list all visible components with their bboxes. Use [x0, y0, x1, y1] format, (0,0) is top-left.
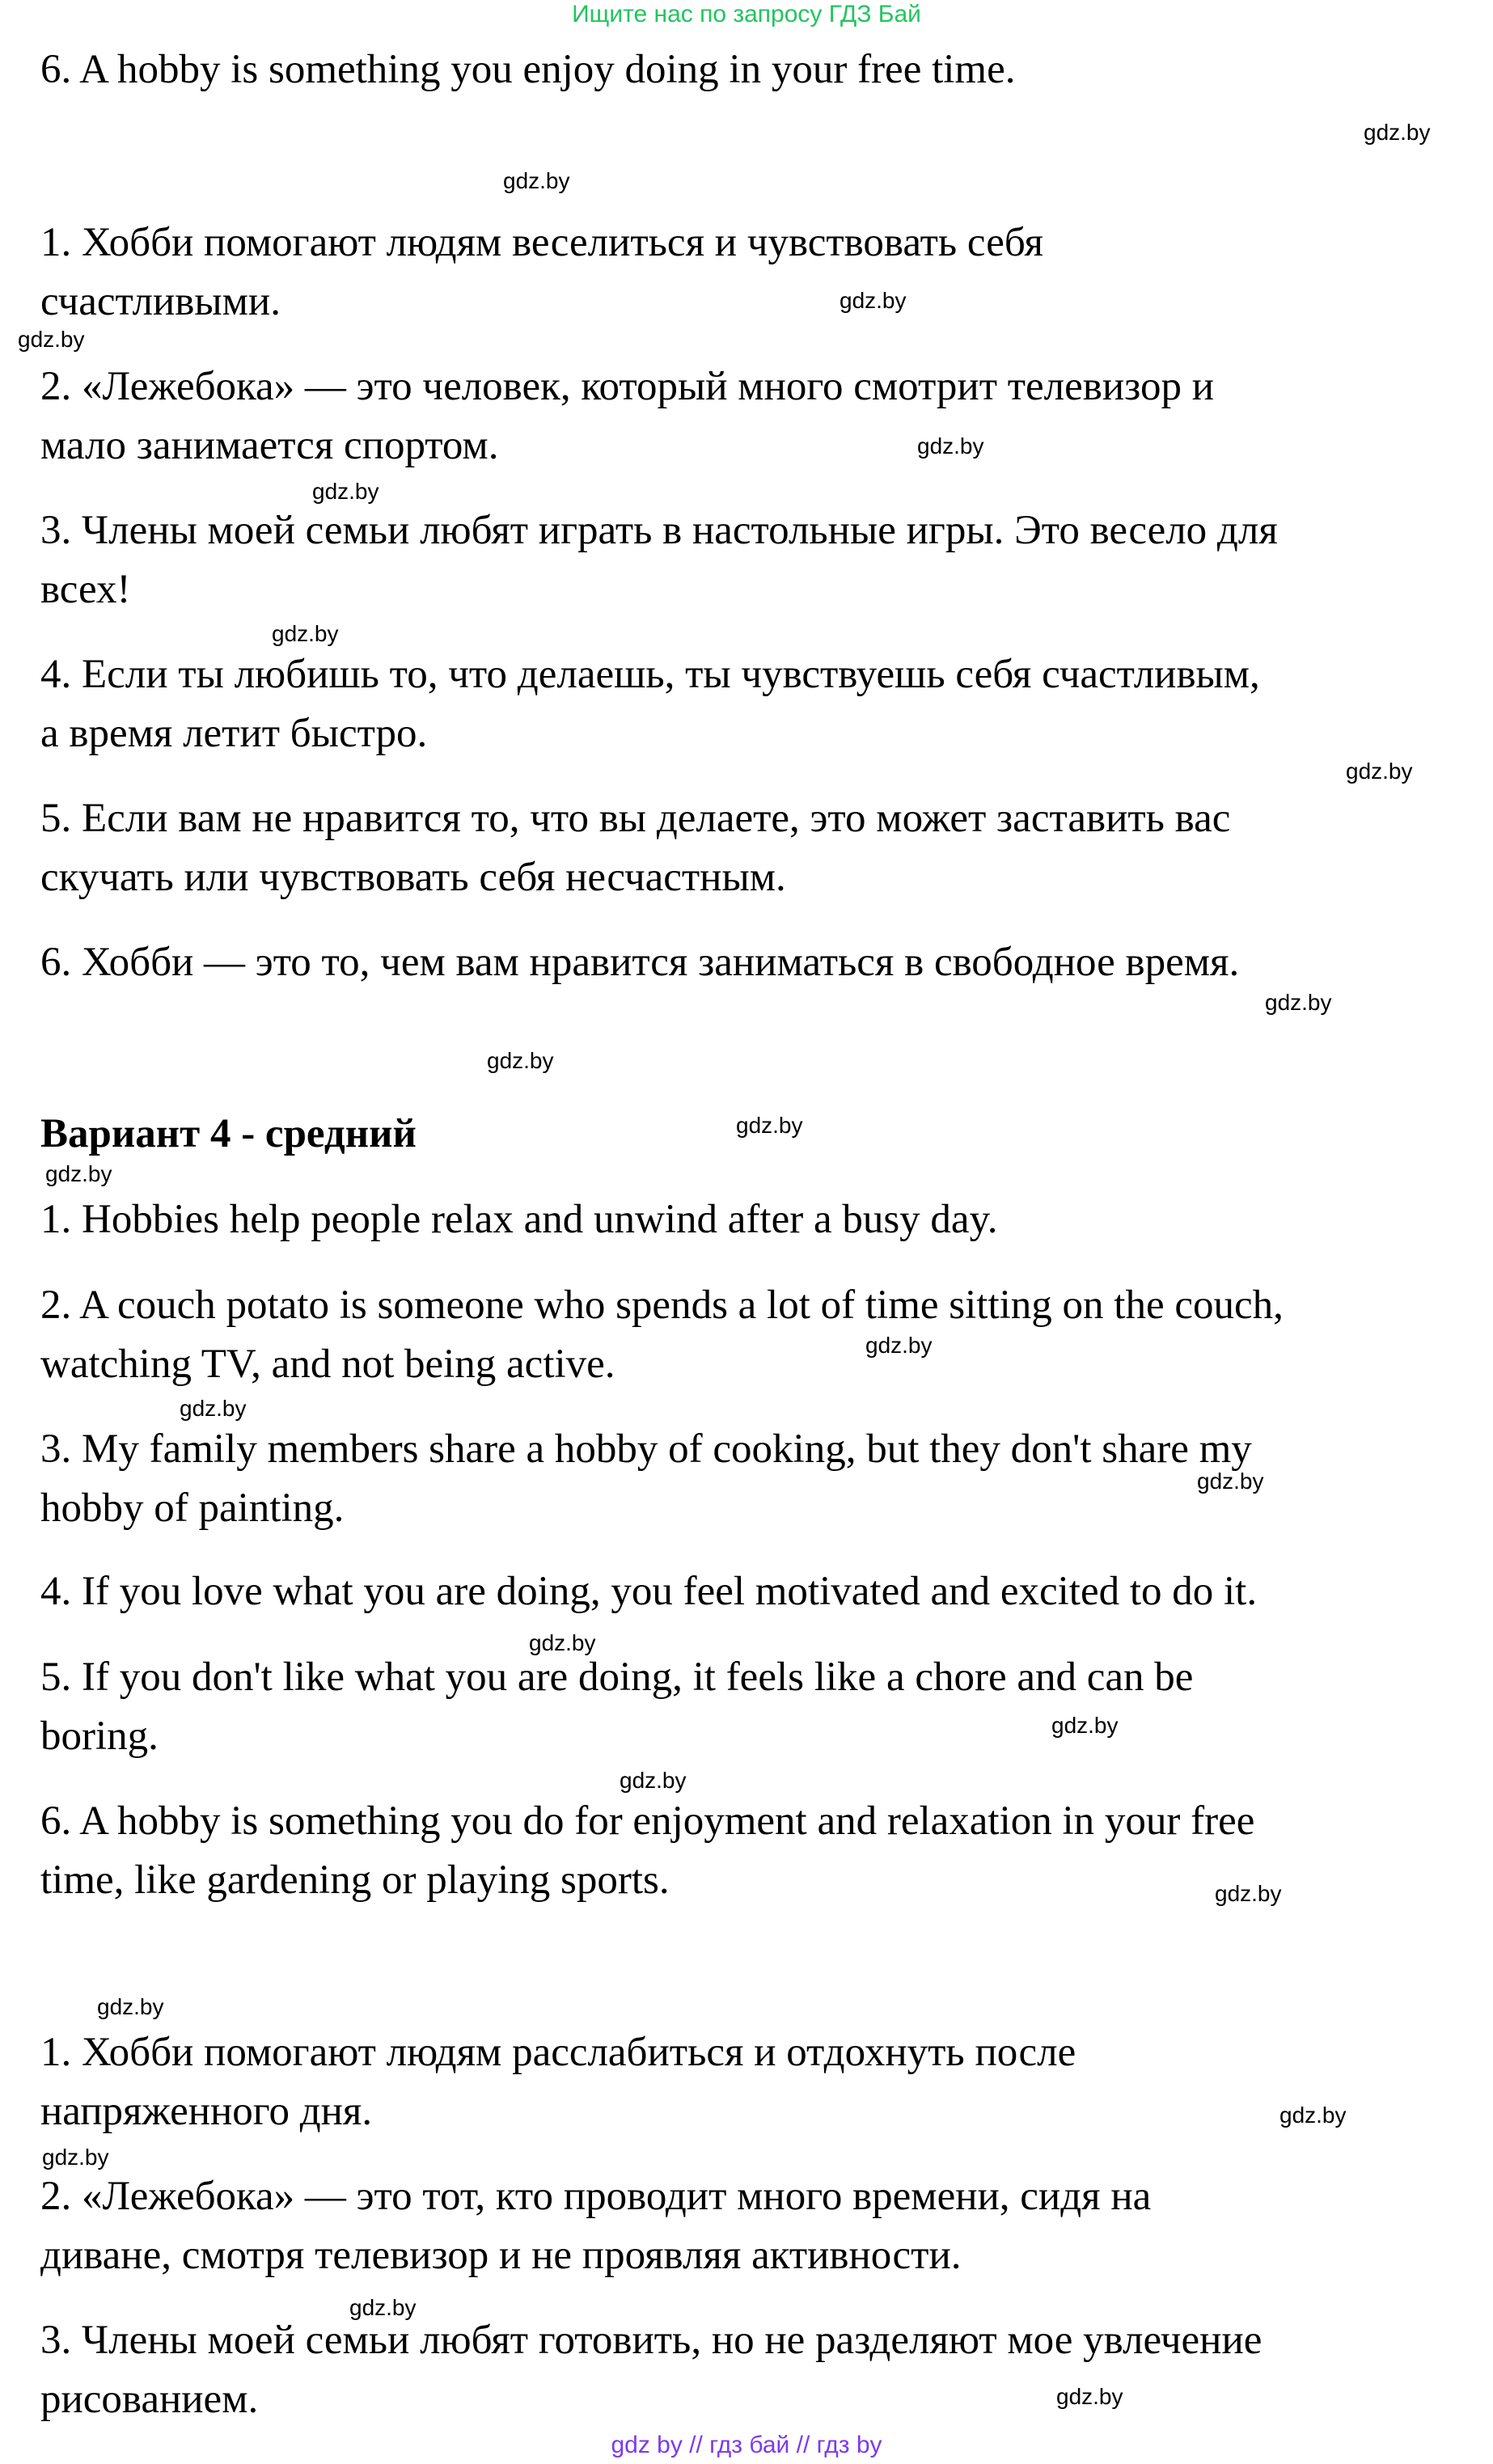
watermark: gdz.by	[180, 1396, 247, 1421]
paragraph-ru-1	[40, 213, 1488, 332]
heading-text: Вариант 4 - средний	[40, 1111, 417, 1156]
text-line: 5. Если вам не нравится то, что вы делаете, это может заставить вас	[40, 796, 1231, 841]
text-line: boring.	[40, 1714, 159, 1759]
text-line: 6. A hobby is something you do for enjoyment and relaxation in your free	[40, 1798, 1255, 1844]
watermark: gdz.by	[840, 288, 907, 313]
paragraph-en-3	[40, 1420, 1488, 1538]
paragraph-ru-5	[40, 789, 1488, 907]
watermark: gdz.by	[1051, 1713, 1119, 1738]
watermark: gdz.by	[312, 479, 379, 504]
footer-links: gdz by // гдз бай // гдз by	[611, 2432, 882, 2458]
text-line: hobby of painting.	[40, 1486, 345, 1531]
text-line: 6. A hobby is something you enjoy doing in your free time.	[40, 47, 1016, 92]
text-line: watching TV, and not being active.	[40, 1342, 615, 1387]
text-line: рисованием.	[40, 2377, 259, 2422]
text-line: мало занимается спортом.	[40, 423, 499, 468]
watermark: gdz.by	[917, 433, 984, 459]
text-line: time, like gardening or playing sports.	[40, 1858, 670, 1903]
watermark: gdz.by	[1197, 1469, 1264, 1494]
paragraph-ru-6	[40, 933, 1488, 992]
text-line: напряженного дня.	[40, 2089, 373, 2134]
watermark: gdz.by	[529, 1630, 596, 1655]
paragraph-ru-3	[40, 501, 1488, 619]
watermark: gdz.by	[272, 621, 339, 646]
text-line: 3. Члены моей семьи любят готовить, но не разделяют мое увлечение	[40, 2318, 1262, 2363]
text-line: 4. If you love what you are doing, you feel motivated and excited to do it.	[40, 1569, 1258, 1614]
text-line: скучать или чувствовать себя несчастным.	[40, 855, 786, 900]
paragraph-ru-2b	[40, 2167, 1488, 2285]
watermark: gdz.by	[1265, 990, 1332, 1015]
watermark: gdz.by	[1346, 759, 1413, 784]
watermark: gdz.by	[620, 1768, 687, 1793]
text-line: 3. My family members share a hobby of cooking, but they don't share my	[40, 1426, 1252, 1472]
text-line: всех!	[40, 567, 131, 612]
text-line: 6. Хобби — это то, чем вам нравится заниматься в свободное время.	[40, 940, 1240, 985]
watermark: gdz.by	[1364, 120, 1431, 145]
text-line: 2. «Лежебока» — это тот, кто проводит много времени, сидя на	[40, 2174, 1152, 2219]
watermark: gdz.by	[865, 1333, 933, 1358]
text-line: 2. «Лежебока» — это человек, который много смотрит телевизор и	[40, 364, 1215, 409]
text-line: а время летит быстро.	[40, 711, 428, 756]
search-banner: Ищите нас по запросу ГДЗ Бай	[572, 1, 921, 27]
paragraph-ru-2	[40, 357, 1488, 475]
watermark: gdz.by	[1215, 1881, 1282, 1906]
paragraph-en-5	[40, 1648, 1488, 1766]
text-line: 2. A couch potato is someone who spends a lot of time sitting on the couch,	[40, 1283, 1284, 1328]
watermark: gdz.by	[349, 2295, 417, 2320]
watermark: gdz.by	[18, 327, 85, 352]
text-line: 5. If you don't like what you are doing, it feels like a chore and can be	[40, 1655, 1194, 1700]
paragraph-en-4	[40, 1562, 1488, 1621]
paragraph-ru-4	[40, 645, 1488, 763]
paragraph-ru-3b	[40, 2311, 1488, 2429]
text-line: счастливыми.	[40, 279, 281, 324]
watermark: gdz.by	[97, 1994, 164, 2019]
text-line: 3. Члены моей семьи любят играть в настольные игры. Это весело для	[40, 508, 1278, 553]
watermark: gdz.by	[1279, 2103, 1347, 2128]
text-line: 4. Если ты любишь то, что делаешь, ты чувствуешь себя счастливым,	[40, 652, 1260, 697]
watermark: gdz.by	[736, 1113, 803, 1138]
watermark: gdz.by	[1056, 2384, 1123, 2409]
paragraph-en-2	[40, 1276, 1488, 1394]
text-line: 1. Хобби помогают людям расслабиться и отдохнуть после	[40, 2030, 1076, 2075]
watermark: gdz.by	[42, 2145, 109, 2170]
paragraph-en-6-prev	[40, 40, 1488, 99]
paragraph-ru-1b	[40, 2023, 1488, 2141]
watermark: gdz.by	[487, 1048, 554, 1073]
text-line: 1. Hobbies help people relax and unwind after a busy day.	[40, 1197, 998, 1242]
watermark: gdz.by	[503, 168, 570, 193]
paragraph-en-1	[40, 1190, 1488, 1249]
text-line: диване, смотря телевизор и не проявляя активности.	[40, 2233, 962, 2278]
text-line: 1. Хобби помогают людям веселиться и чувствовать себя	[40, 220, 1043, 265]
watermark: gdz.by	[45, 1161, 112, 1186]
